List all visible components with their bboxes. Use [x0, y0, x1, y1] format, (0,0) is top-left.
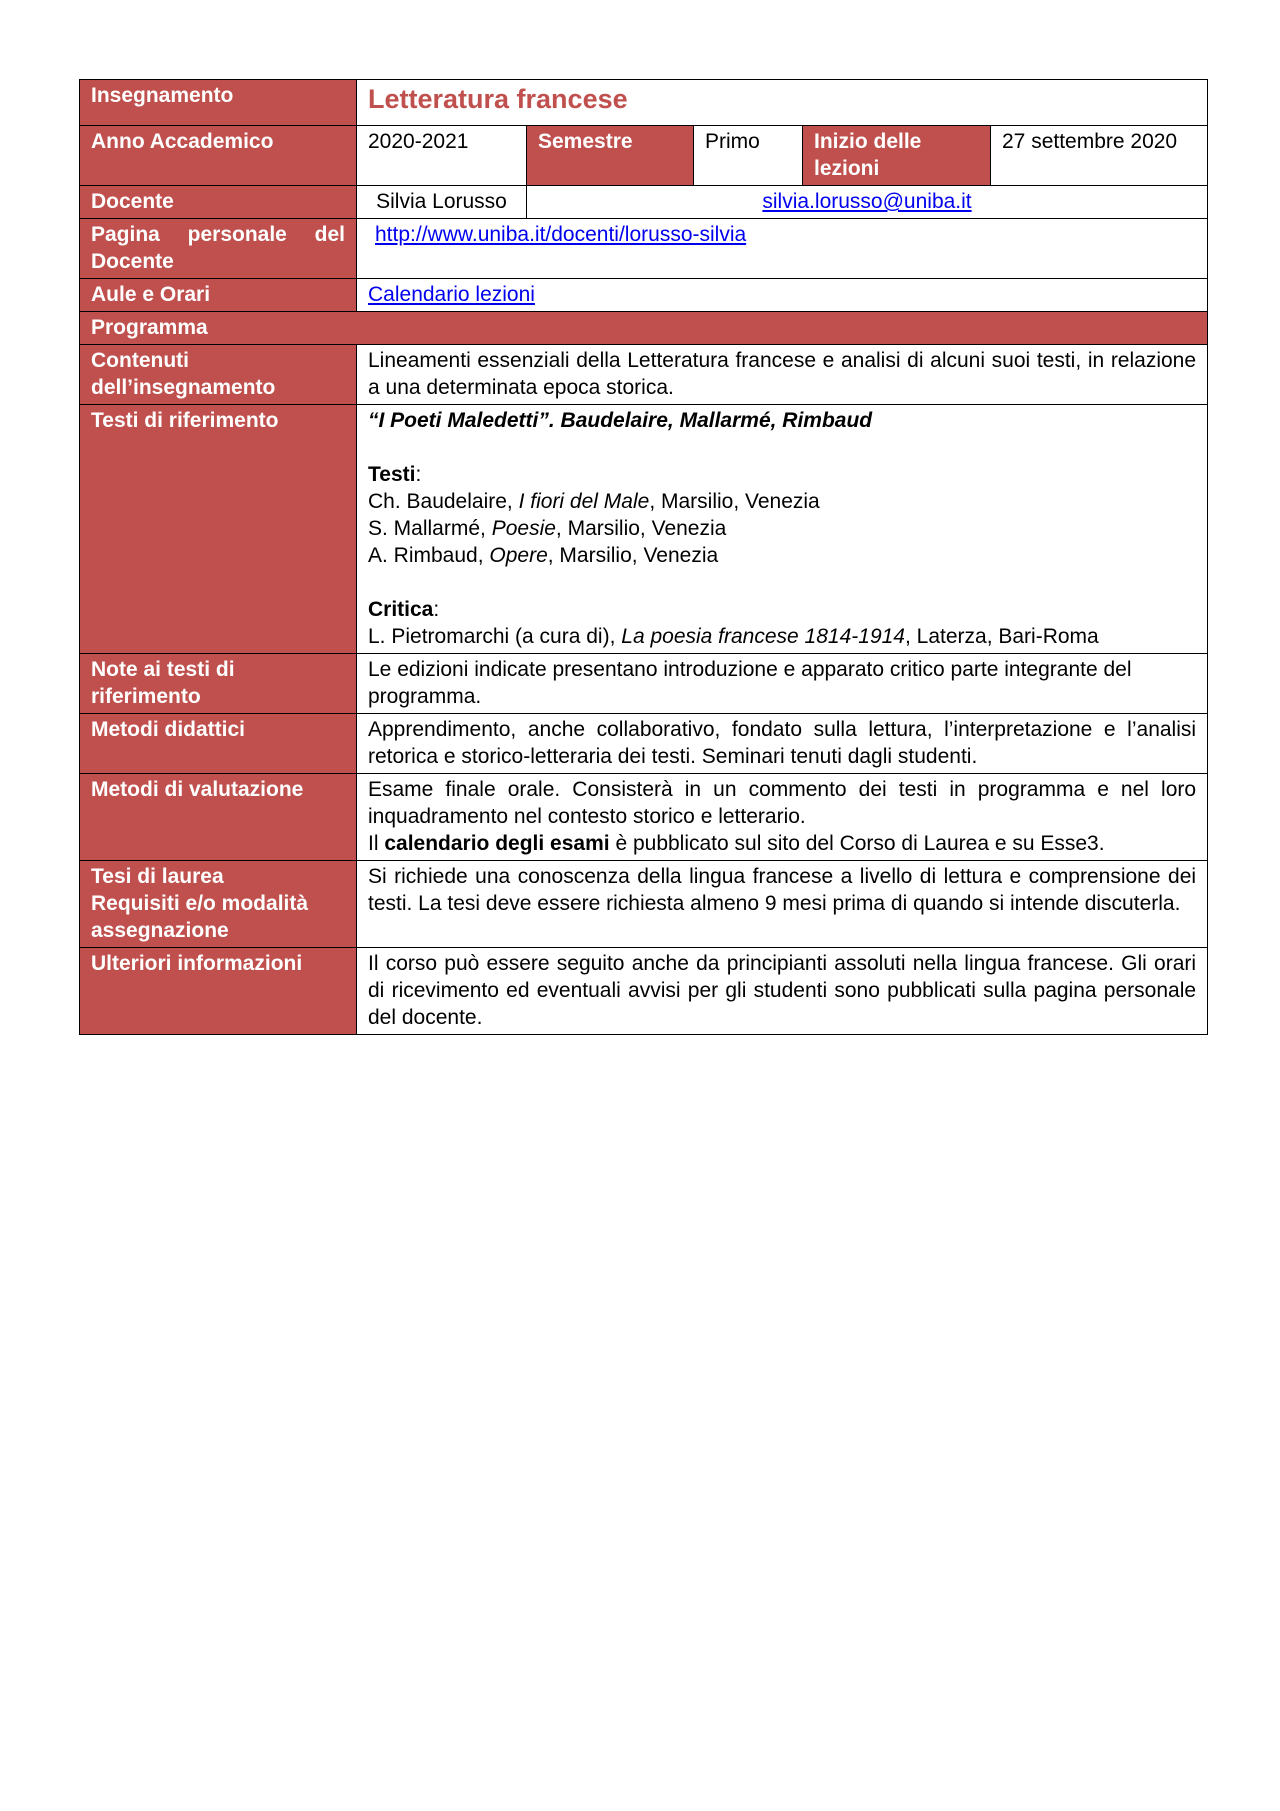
semestre-value: Primo	[694, 126, 803, 186]
docente-email-cell	[527, 186, 1208, 219]
testi-label: Testi	[368, 463, 416, 486]
section-programma: Programma	[80, 312, 1208, 345]
testi-heading: “I Poeti Maledetti”. Baudelaire, Mallarmé, Rimbaud	[368, 409, 873, 432]
label-pagina-personale	[80, 219, 357, 279]
label-tesi-line1: Tesi di laurea	[91, 865, 224, 888]
row-anno	[80, 126, 1208, 186]
row-contenuti	[80, 345, 1208, 405]
label-testi-riferimento: Testi di riferimento	[80, 405, 357, 654]
label-semestre: Semestre	[527, 126, 694, 186]
calendario-lezioni-link[interactable]: Calendario lezioni	[368, 283, 535, 306]
label-docente: Docente	[80, 186, 357, 219]
docente-email-link[interactable]: silvia.lorusso@uniba.it	[762, 190, 972, 213]
pagina-cell	[357, 219, 1208, 279]
anno-value: 2020-2021	[357, 126, 527, 186]
course-table	[79, 79, 1208, 1035]
label-note: Note ai testi di riferimento	[80, 654, 357, 714]
row-testi	[80, 405, 1208, 654]
pagina-personale-link[interactable]: http://www.uniba.it/docenti/lorusso-silvia	[375, 223, 747, 246]
row-valutazione	[80, 774, 1208, 861]
label-metodi-didattici: Metodi didattici	[80, 714, 357, 774]
tesi-text: Si richiede una conoscenza della lingua francese a livello di lettura e comprensione dei testi. La tesi deve essere richiesta almeno 9 mesi prima di quando si intende discuterla.	[357, 861, 1208, 948]
ulteriori-text: Il corso può essere seguito anche da principianti assoluti nella lingua francese. Gli orari di ricevimento ed eventuali avvisi per gli studenti sono pubblicati sulla pagina personale del docente.	[357, 948, 1208, 1035]
book-line: A. Rimbaud, Opere, Marsilio, Venezia	[368, 544, 719, 567]
label-pagina-text: Pagina personale del Docente	[91, 223, 345, 273]
book-line: S. Mallarmé, Poesie, Marsilio, Venezia	[368, 517, 727, 540]
label-inizio-lezioni: Inizio delle lezioni	[803, 126, 991, 186]
label-insegnamento: Insegnamento	[80, 80, 357, 126]
label-tesi	[80, 861, 357, 948]
label-tesi-line2: Requisiti e/o modalità assegnazione	[91, 892, 309, 942]
row-aule	[80, 279, 1208, 312]
label-aule-orari: Aule e Orari	[80, 279, 357, 312]
valutazione-text: Esame finale orale. Consisterà in un commento dei testi in programma e nel loro inquadramento nel contesto storico e letterario.	[368, 778, 1197, 828]
course-sheet	[79, 79, 1207, 1035]
row-insegnamento	[80, 80, 1208, 126]
row-tesi	[80, 861, 1208, 948]
row-programma	[80, 312, 1208, 345]
row-metodi-didattici	[80, 714, 1208, 774]
critica-line: L. Pietromarchi (a cura di), La poesia francese 1814-1914, Laterza, Bari-Roma	[368, 625, 1099, 648]
row-pagina	[80, 219, 1208, 279]
valutazione-calendario: Il calendario degli esami è pubblicato sul sito del Corso di Laurea e su Esse3.	[368, 832, 1105, 855]
book-line: Ch. Baudelaire, I fiori del Male, Marsilio, Venezia	[368, 490, 820, 513]
aule-cell	[357, 279, 1208, 312]
metodi-didattici-text: Apprendimento, anche collaborativo, fondato sulla lettura, l’interpretazione e l’analisi retorica e storico-letteraria dei testi. Seminari tenuti dagli studenti.	[357, 714, 1208, 774]
row-note	[80, 654, 1208, 714]
contenuti-text: Lineamenti essenziali della Letteratura francese e analisi di alcuni suoi testi, in relazione a una determinata epoca storica.	[357, 345, 1208, 405]
testi-label-line: Testi:	[368, 463, 422, 486]
critica-label: Critica	[368, 598, 434, 621]
label-ulteriori: Ulteriori informazioni	[80, 948, 357, 1035]
valutazione-cell	[357, 774, 1208, 861]
docente-name: Silvia Lorusso	[357, 186, 527, 219]
label-valutazione: Metodi di valutazione	[80, 774, 357, 861]
inizio-value: 27 settembre 2020	[991, 126, 1208, 186]
course-title: Letteratura francese	[357, 80, 1208, 126]
label-contenuti: Contenuti dell’insegnamento	[80, 345, 357, 405]
row-docente	[80, 186, 1208, 219]
note-text: Le edizioni indicate presentano introduzione e apparato critico parte integrante del programma.	[357, 654, 1208, 714]
label-anno-accademico: Anno Accademico	[80, 126, 357, 186]
testi-cell	[357, 405, 1208, 654]
row-ulteriori	[80, 948, 1208, 1035]
critica-label-line: Critica:	[368, 598, 440, 621]
